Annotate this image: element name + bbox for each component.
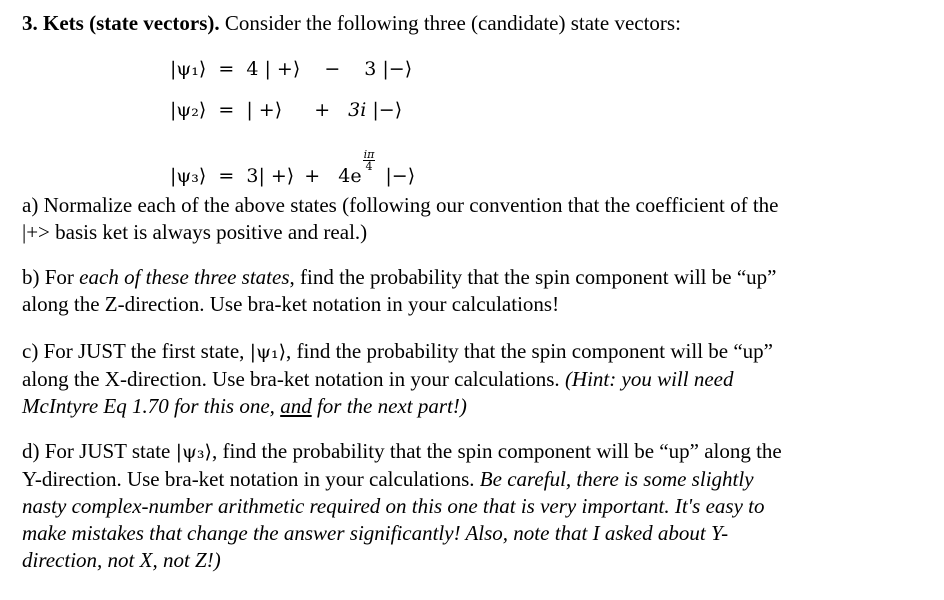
part-d-line1 bbox=[22, 438, 937, 466]
part-d-line2-italic: Be careful, there is some slightly bbox=[479, 467, 754, 491]
psi3-coefficient: 4e bbox=[338, 165, 362, 187]
part-d-line5 bbox=[22, 547, 937, 574]
part-d-line2-normal: Y-direction. Use bra-ket notation in your calculations. bbox=[22, 467, 480, 491]
psi2-term2-ket: |−⟩ bbox=[372, 99, 403, 121]
equation-psi2 bbox=[170, 97, 402, 123]
part-c-line1 bbox=[22, 338, 937, 366]
part-c-post: , find the probability that the spin component will be “up” bbox=[286, 339, 773, 363]
equation-psi1 bbox=[170, 56, 412, 82]
psi3-operator: + bbox=[304, 165, 321, 187]
part-c-line2-text: along the X-direction. Use bra-ket notation in your calculations. bbox=[22, 367, 565, 391]
part-c bbox=[22, 338, 937, 420]
part-c-hint: (Hint: you will need bbox=[564, 367, 734, 391]
part-c-line2 bbox=[22, 366, 937, 393]
part-d-line3-text: nasty complex-number arithmetic required on this one that is very important. It's easy to bbox=[22, 494, 765, 518]
part-a-line1: a) Normalize each of the above states (following our convention that the coefficient of the bbox=[22, 193, 779, 217]
psi3-term1: 3| +⟩ bbox=[246, 165, 295, 187]
part-a-line2: |+> basis ket is always positive and real.) bbox=[22, 220, 368, 244]
part-c-line3-post: for the next part!) bbox=[311, 394, 467, 418]
psi2-operator: + bbox=[314, 99, 331, 121]
psi1-lhs: |ψ₁⟩ bbox=[170, 58, 207, 80]
psi1-equals: = bbox=[218, 58, 235, 80]
problem-heading-line bbox=[22, 10, 937, 37]
part-c-ket: |ψ₁⟩ bbox=[249, 341, 287, 363]
part-d-pre: d) For JUST state bbox=[22, 439, 176, 463]
part-b-pre: b) For bbox=[22, 265, 80, 289]
part-d-ket: |ψ₃⟩ bbox=[175, 441, 212, 463]
psi3-equals: = bbox=[218, 165, 235, 187]
problem-intro: Consider the following three (candidate) state vectors: bbox=[224, 11, 681, 35]
part-c-line3 bbox=[22, 393, 937, 420]
psi1-operator: − bbox=[324, 58, 341, 80]
psi3-lhs: |ψ₃⟩ bbox=[170, 165, 207, 187]
part-d-line4-text: make mistakes that change the answer significantly! Also, note that I asked about Y- bbox=[22, 521, 729, 545]
psi3-exponent-denominator: 4 bbox=[365, 160, 373, 173]
part-d-line5-text: direction, not X, not Z!) bbox=[22, 548, 221, 572]
psi2-equals: = bbox=[218, 99, 235, 121]
psi2-term2-coefficient: 3i bbox=[348, 99, 367, 121]
part-a bbox=[22, 192, 937, 246]
part-d-post: , find the probability that the spin component will be “up” along the bbox=[211, 439, 782, 463]
psi2-term1: | +⟩ bbox=[246, 99, 283, 121]
part-d-line3 bbox=[22, 493, 937, 520]
part-c-line3-underline: and bbox=[280, 394, 312, 418]
psi2-lhs: |ψ₂⟩ bbox=[170, 99, 207, 121]
part-d-line2 bbox=[22, 466, 937, 493]
equation-psi3 bbox=[170, 149, 415, 189]
part-c-pre: c) For JUST the first state, bbox=[22, 339, 250, 363]
part-c-line3-pre: McIntyre Eq 1.70 for this one, bbox=[22, 394, 281, 418]
part-b bbox=[22, 264, 937, 318]
part-d-line4 bbox=[22, 520, 937, 547]
part-b-line2: along the Z-direction. Use bra-ket notation in your calculations! bbox=[22, 292, 560, 316]
part-b-italic: each of these three states bbox=[79, 265, 290, 289]
psi3-exponent-numerator: iπ bbox=[363, 148, 375, 161]
psi3-exponent bbox=[363, 149, 376, 172]
psi1-term1: 4 | +⟩ bbox=[246, 58, 301, 80]
part-d bbox=[22, 438, 937, 574]
part-b-line1 bbox=[22, 264, 937, 291]
part-b-post: , find the probability that the spin component will be “up” bbox=[289, 265, 777, 289]
psi3-ket: |−⟩ bbox=[385, 165, 416, 187]
psi1-term2: 3 |−⟩ bbox=[364, 58, 413, 80]
problem-heading: 3. Kets (state vectors). bbox=[22, 11, 220, 35]
